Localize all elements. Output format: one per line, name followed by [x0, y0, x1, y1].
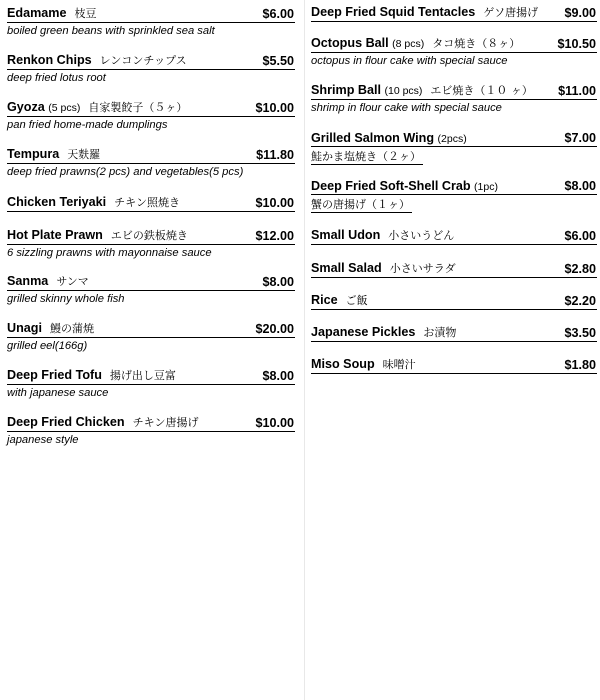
menu-item-quantity: (5 pcs) — [48, 102, 81, 114]
menu-item-description: pan fried home-made dumplings — [7, 119, 168, 131]
menu-item-name: Deep Fried Soft-Shell Crab — [311, 179, 471, 193]
menu-item — [311, 259, 597, 278]
menu-item-quantity: (10 pcs) — [384, 85, 423, 97]
column-divider — [304, 0, 305, 700]
menu-item-japanese-description: 蟹の唐揚げ（１ヶ） — [311, 198, 410, 211]
menu-item-quantity: (1pc) — [474, 181, 498, 193]
menu-item — [311, 176, 597, 213]
menu-item-japanese-name: 味噌汁 — [382, 358, 416, 371]
menu-item — [311, 355, 597, 374]
menu-item-name: Deep Fried Chicken — [7, 415, 125, 429]
menu-item-name-group — [311, 35, 520, 51]
menu-item-name: Hot Plate Prawn — [7, 228, 103, 242]
menu-item — [7, 226, 295, 259]
menu-item-name: Edamame — [7, 6, 67, 20]
menu-item-japanese-name: 自家製餃子（５ヶ） — [88, 101, 188, 114]
menu-item-row — [311, 128, 597, 147]
menu-item-name-group — [311, 179, 498, 193]
menu-item-name-group — [7, 99, 187, 115]
menu-item-row — [7, 413, 295, 432]
menu-item-name-group — [7, 194, 180, 210]
menu-item-price: $8.00 — [564, 179, 596, 193]
menu-item-price: $8.00 — [262, 369, 294, 383]
menu-item-japanese-description: 鮭かま塩焼き（２ヶ） — [311, 150, 421, 163]
menu-item-name-group — [7, 320, 94, 336]
menu-item — [311, 291, 597, 310]
menu-item-name: Renkon Chips — [7, 53, 92, 67]
menu-item-price: $7.00 — [564, 131, 596, 145]
menu-item-row — [311, 176, 597, 195]
menu-item — [7, 272, 295, 305]
menu-item-description: boiled green beans with sprinkled sea salt — [7, 25, 215, 37]
menu-item-row — [311, 34, 597, 53]
menu-item-price: $10.00 — [255, 196, 294, 210]
menu-item-row — [7, 272, 295, 291]
menu-item-row — [7, 193, 295, 212]
menu-item-name-group — [7, 414, 198, 430]
menu-item-price: $20.00 — [255, 322, 294, 336]
menu-item-quantity: (8 pcs) — [392, 38, 425, 50]
menu-item-japanese-name: 揚げ出し豆富 — [109, 369, 176, 382]
menu-item-name: Small Udon — [311, 228, 381, 242]
menu-item-price: $2.20 — [564, 294, 596, 308]
menu-item-name: Deep Fried Squid Tentacles — [311, 5, 476, 19]
menu-item-name-group — [7, 52, 187, 68]
menu-item-name: Chicken Teriyaki — [7, 195, 107, 209]
menu-item-japanese-name: サンマ — [56, 275, 89, 288]
menu-item-row — [7, 366, 295, 385]
menu-item — [311, 323, 597, 342]
menu-item-name: Japanese Pickles — [311, 325, 416, 339]
menu-item-name-group — [311, 82, 533, 98]
menu-item-price: $12.00 — [255, 229, 294, 243]
menu-item-name-group — [311, 4, 538, 20]
menu-item-name: Rice — [311, 293, 338, 307]
menu-item-japanese-name: 枝豆 — [74, 7, 97, 20]
menu-item-price: $3.50 — [564, 326, 596, 340]
menu-item-description: with japanese sauce — [7, 387, 109, 399]
menu-item-price: $11.00 — [558, 84, 596, 98]
menu-item-name: Shrimp Ball — [311, 83, 381, 97]
menu-item-description: deep fried prawns(2 pcs) and vegetables(5 pcs) — [7, 166, 244, 178]
menu-item-name: Tempura — [7, 147, 60, 161]
menu-item-price: $6.00 — [564, 229, 596, 243]
menu-item-japanese-name: タコ焼き（８ヶ） — [432, 37, 521, 50]
menu-item-row — [311, 81, 597, 100]
menu-item-japanese-name: ご飯 — [345, 294, 368, 307]
menu-item-price: $10.00 — [255, 101, 294, 115]
menu-item-name-group — [311, 292, 368, 308]
menu-item-japanese-name: ゲソ唐揚げ — [483, 6, 539, 19]
menu-item — [7, 193, 295, 212]
menu-item-name-group — [311, 260, 456, 276]
menu-item-row — [311, 291, 597, 310]
menu-item — [7, 145, 295, 178]
menu-item-row — [311, 355, 597, 374]
menu-item — [311, 128, 597, 165]
menu-item-quantity: (2pcs) — [437, 133, 467, 145]
menu-item-price: $8.00 — [262, 275, 294, 289]
menu-item-japanese-name: お漬物 — [423, 326, 457, 339]
menu-item — [311, 226, 597, 245]
menu-item — [7, 319, 295, 352]
menu-item-row — [7, 4, 295, 23]
menu-item-name-group — [7, 273, 89, 289]
menu-item-price: $10.50 — [557, 37, 596, 51]
menu-item-price: $5.50 — [262, 54, 294, 68]
menu-item — [7, 98, 295, 131]
menu-item-name-group — [7, 146, 100, 162]
menu-item-japanese-name: エビ焼き（１０ ヶ） — [430, 84, 533, 97]
menu-item-name: Small Salad — [311, 261, 382, 275]
menu-item-name-group — [7, 5, 97, 21]
menu-item-row — [311, 259, 597, 278]
menu-item-japanese-name: 小さいサラダ — [389, 262, 456, 275]
menu-item — [311, 3, 597, 22]
menu-item-name-group — [311, 324, 456, 340]
menu-item-name-group — [311, 227, 454, 243]
menu-item-price: $10.00 — [255, 416, 294, 430]
menu-item-description: japanese style — [7, 434, 79, 446]
menu-item-row — [7, 226, 295, 245]
menu-item-name-group — [311, 356, 416, 372]
menu-item-description: deep fried lotus root — [7, 72, 106, 84]
menu-item-name: Deep Fried Tofu — [7, 368, 102, 382]
menu-item-description: 6 sizzling prawns with mayonnaise sauce — [7, 247, 212, 259]
menu-item-japanese-name: レンコンチップス — [99, 54, 187, 67]
menu-item-japanese-name: エビの鉄板焼き — [110, 229, 188, 242]
menu-item-price: $9.00 — [564, 6, 596, 20]
menu-item-price: $11.80 — [256, 148, 294, 162]
menu-item-price: $2.80 — [564, 262, 596, 276]
menu-item-description: grilled eel(166g) — [7, 340, 88, 352]
menu-item-japanese-name: 小さいうどん — [388, 229, 455, 242]
menu-item-description: shrimp in flour cake with special sauce — [311, 102, 502, 114]
menu-item-description: octopus in flour cake with special sauce — [311, 55, 508, 67]
menu-item-japanese-name: チキン照焼き — [114, 196, 181, 209]
menu-item-japanese-name: 天麩羅 — [67, 148, 101, 161]
menu-item-price: $1.80 — [564, 358, 596, 372]
menu-item — [311, 81, 597, 114]
menu-item-price: $6.00 — [262, 7, 294, 21]
menu-item-name-group — [7, 367, 176, 383]
menu-item — [311, 34, 597, 67]
menu-item-name: Sanma — [7, 274, 49, 288]
menu-item-name: Unagi — [7, 321, 42, 335]
menu-item-row — [7, 145, 295, 164]
menu-item-name: Octopus Ball — [311, 36, 389, 50]
menu-item — [7, 366, 295, 399]
menu-item-row — [311, 3, 597, 22]
menu-item-row — [7, 51, 295, 70]
menu-item-row — [311, 226, 597, 245]
menu-item — [7, 413, 295, 446]
menu-item-name: Gyoza — [7, 100, 45, 114]
menu-item — [7, 4, 295, 37]
menu-item-name: Grilled Salmon Wing — [311, 131, 435, 145]
menu-item-name: Miso Soup — [311, 357, 375, 371]
menu-item-description: grilled skinny whole fish — [7, 293, 125, 305]
menu-item-row — [311, 323, 597, 342]
menu-item-japanese-name: 鰻の蒲焼 — [49, 322, 94, 335]
menu-item — [7, 51, 295, 84]
menu-item-name-group — [311, 131, 467, 145]
menu-item-name-group — [7, 227, 188, 243]
menu-item-row — [7, 319, 295, 338]
menu-item-row — [7, 98, 295, 117]
menu-item-japanese-name: チキン唐揚げ — [132, 416, 199, 429]
